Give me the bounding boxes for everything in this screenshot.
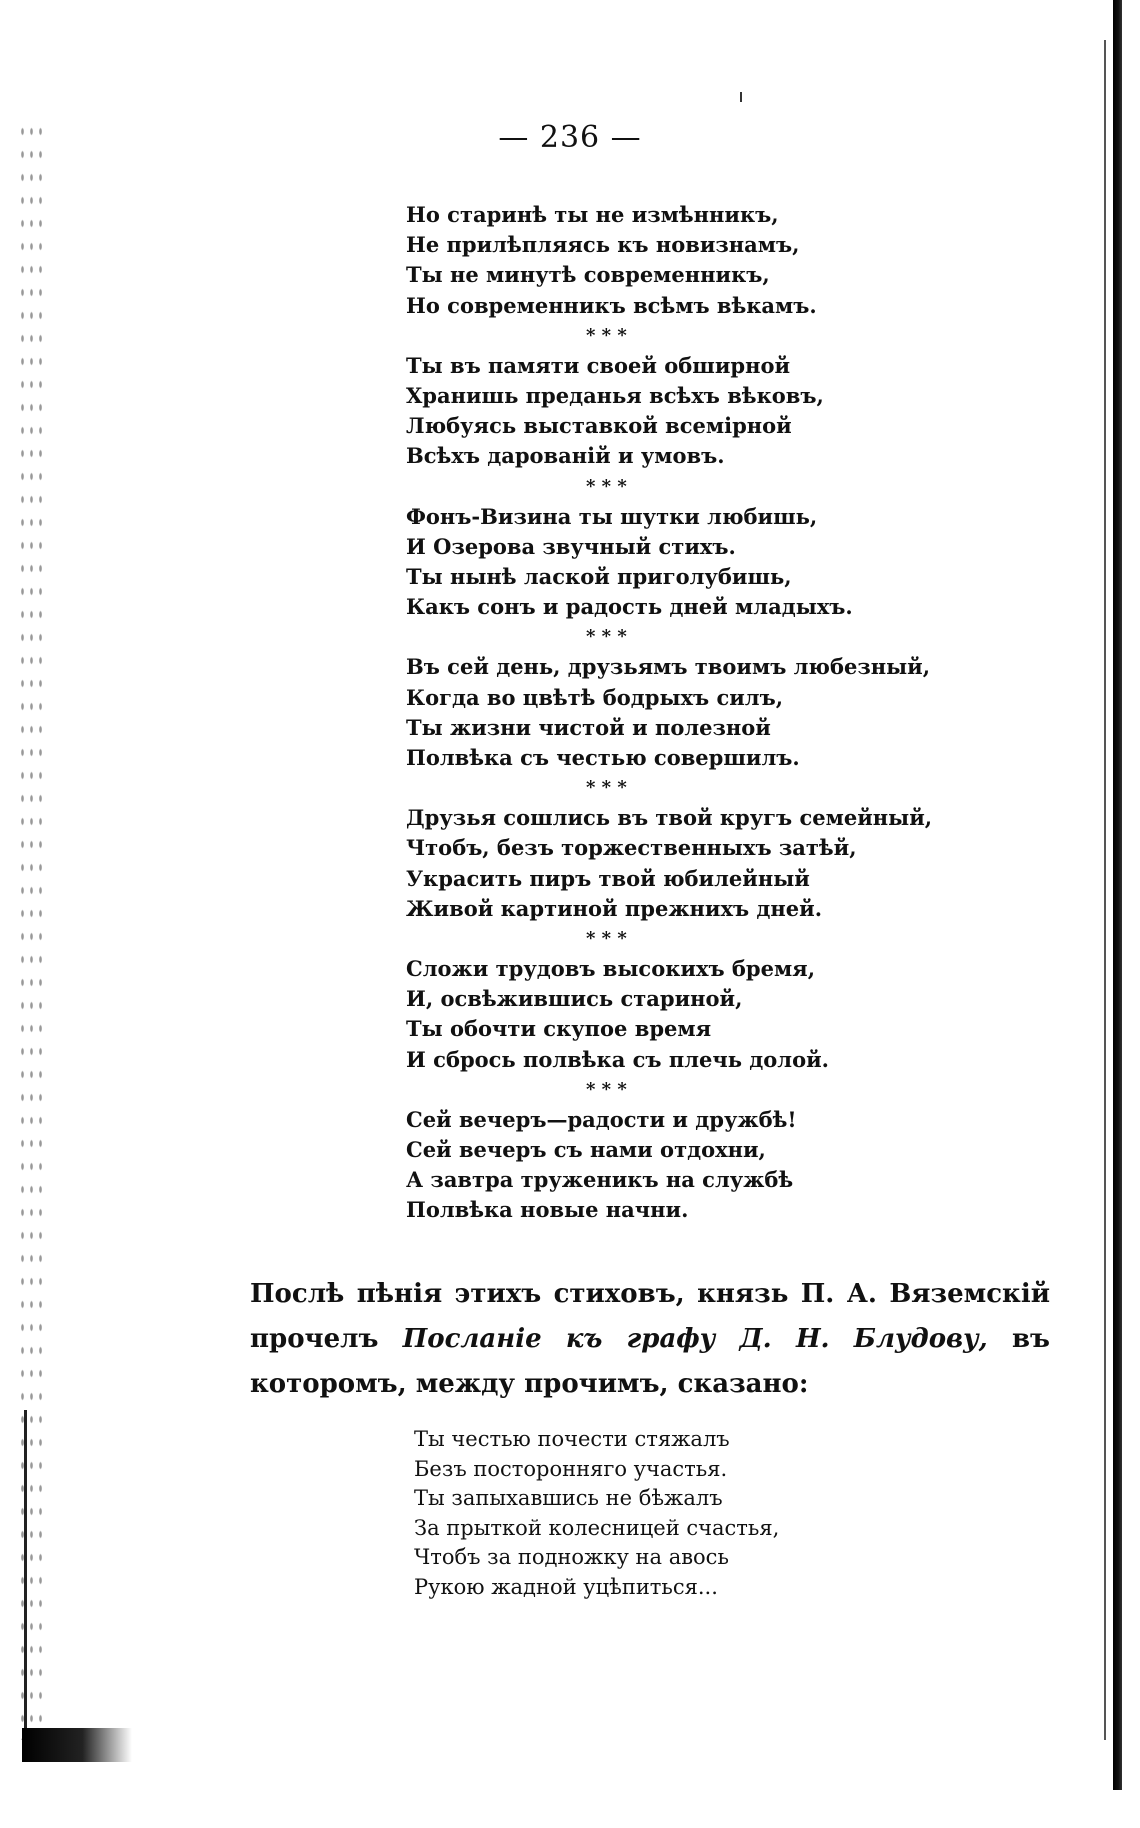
scan-edge-left-line: [24, 1410, 27, 1740]
stanza: [406, 200, 926, 321]
verse-line: И, освѣжившись стариной,: [406, 986, 743, 1012]
quote-line: Безъ посторонняго участья.: [414, 1456, 728, 1481]
quote-line: Ты запыхавшись не бѣжалъ: [414, 1486, 723, 1510]
verse-line: Въ сей день, друзьямъ твоимъ любезный,: [406, 654, 931, 680]
verse-line: Сей вечеръ—радости и дружбѣ!: [406, 1106, 797, 1132]
stanza: [406, 1105, 926, 1226]
scan-edge-left-specks: [18, 120, 48, 1740]
stanza: [406, 652, 931, 773]
verse-line: Живой картиной прежнихъ дней.: [406, 895, 823, 921]
quote-line: Чтобъ за подножку на авось: [414, 1545, 729, 1569]
page-number: — 236 —: [498, 120, 642, 155]
scan-speck: [740, 92, 742, 102]
verse-line: И сбрось полвѣка съ плечь долой.: [406, 1046, 829, 1072]
stanza: [406, 502, 926, 623]
quote-line: За прыткой колесницей счастья,: [414, 1515, 780, 1540]
verse-line: Хранишь преданья всѣхъ вѣковъ,: [406, 383, 824, 409]
stanza-separator: * * *: [586, 777, 627, 799]
verse-line: Сложи трудовъ высокихъ бремя,: [406, 956, 816, 982]
verse-line: Не прилѣпляясь къ новизнамъ,: [406, 232, 800, 258]
quote-line: Ты честью почести стяжалъ: [414, 1427, 730, 1451]
verse-line: Но современникъ всѣмъ вѣкамъ.: [406, 292, 817, 318]
verse-line: А завтра труженикъ на службѣ: [406, 1167, 794, 1193]
stanza: [406, 954, 926, 1075]
verse-line: И Озерова звучный стихъ.: [406, 533, 736, 559]
stanza-separator: * * *: [586, 324, 627, 346]
verse-line: Чтобъ, безъ торжественныхъ затѣй,: [406, 835, 857, 861]
scan-edge-bottom-left: [22, 1728, 132, 1762]
stanza-separator: * * *: [586, 626, 627, 648]
scan-edge-line: [1104, 40, 1106, 1740]
verse-line: Всѣхъ дарованій и умовъ.: [406, 443, 725, 469]
verse-line: Какъ сонъ и радость дней младыхъ.: [406, 594, 853, 620]
verse-line: Ты въ памяти своей обширной: [406, 352, 791, 378]
prose-text-2: въ которомъ, между прочимъ, сказано:: [250, 1324, 1050, 1399]
verse-line: Ты нынѣ лаской приголубишь,: [406, 564, 792, 590]
stanza: [406, 803, 933, 924]
verse-line: Но старинѣ ты не измѣнникъ,: [406, 202, 779, 227]
verse-line: Сей вечеръ съ нами отдохни,: [406, 1137, 766, 1163]
verse-line: Полвѣка съ честью совершилъ.: [406, 745, 800, 771]
stanza-separator: * * *: [586, 928, 627, 950]
verse-line: Полвѣка новые начни.: [406, 1197, 689, 1223]
poem: [406, 200, 933, 1226]
verse-line: Друзья сошлись въ твой кругъ семейный,: [406, 805, 933, 831]
verse-line: Ты не минутѣ современникъ,: [406, 262, 770, 288]
verse-line: Фонъ-Визина ты шутки любишь,: [406, 503, 818, 529]
verse-line: Когда во цвѣтѣ бодрыхъ силъ,: [406, 684, 784, 710]
scan-edge-right: [1113, 0, 1122, 1790]
quote-line: Рукою жадной уцѣпиться...: [414, 1574, 718, 1599]
stanza-separator: * * *: [586, 475, 627, 497]
stanza-separator: * * *: [586, 1078, 627, 1100]
verse-line: Украсить пиръ твой юбилейный: [406, 865, 810, 891]
stanza: [406, 351, 926, 472]
verse-line: Любуясь выставкой всемірной: [406, 413, 792, 439]
prose-text-1: Послѣ пѣнія этихъ стиховъ, князь П. А. Вяземскій прочелъ: [250, 1279, 1050, 1354]
prose-italic-title: Посланіе къ графу Д. Н. Блудову,: [402, 1324, 988, 1354]
verse-line: Ты жизни чистой и полезной: [406, 714, 771, 740]
verse-line: Ты обочти скупое время: [406, 1016, 712, 1042]
quoted-verse: [414, 1425, 934, 1602]
prose-paragraph: [250, 1272, 1050, 1407]
